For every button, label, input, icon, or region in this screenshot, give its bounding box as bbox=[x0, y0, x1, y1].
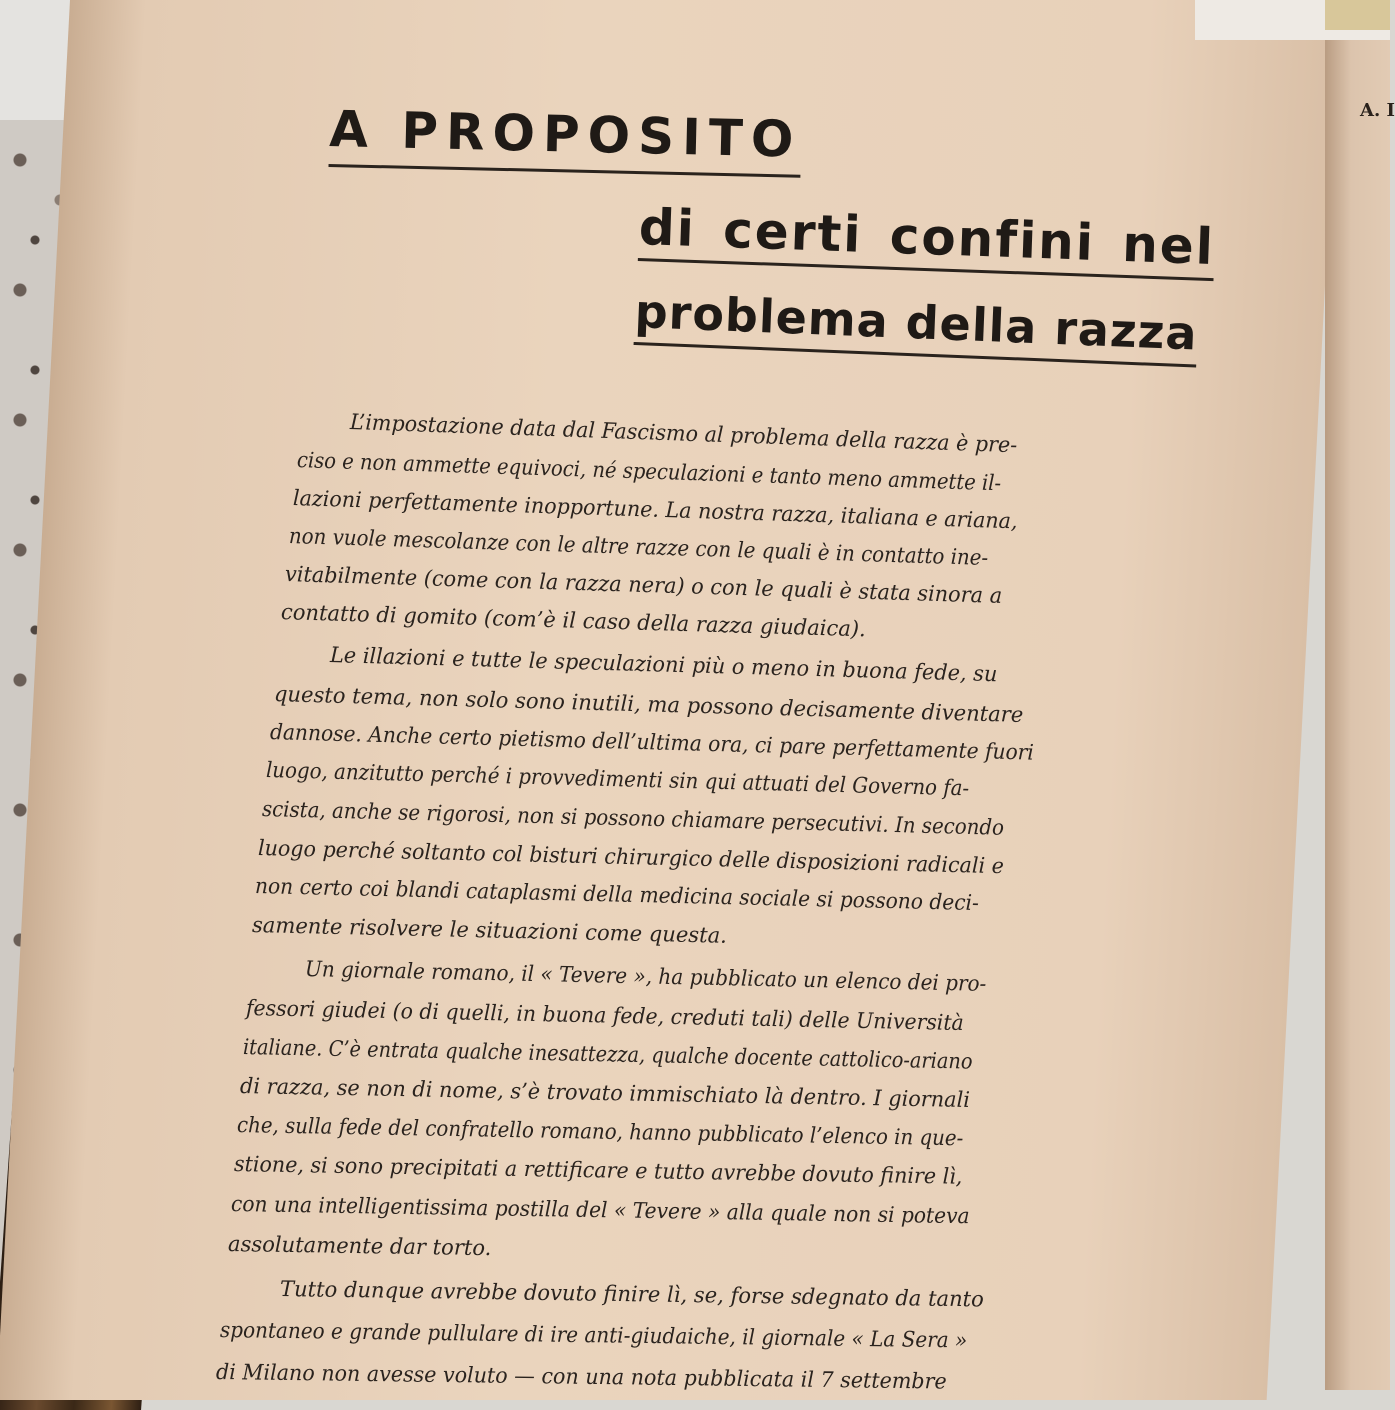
text-line: scista, anche se rigorosi, non si possono chiamare persecutivi. In secondo bbox=[261, 797, 1005, 841]
text-line: ciso e non ammette equivoci, né speculazioni e tanto meno ammette il- bbox=[296, 448, 1002, 497]
title-line-1: A PROPOSITO bbox=[328, 100, 802, 178]
text-line: italiane. C’è entrata qualche inesattezza, qualche docente cattolico-ariano bbox=[242, 1035, 973, 1075]
text-line: stione, si sono precipitati a rettificare e tutto avrebbe dovuto finire lì, bbox=[233, 1152, 963, 1190]
text-line: assolutamente dar torto. bbox=[227, 1232, 492, 1262]
text-line: vitabilmente (come con la razza nera) o con le quali è stata sinora a bbox=[284, 562, 1003, 609]
title-line-3: problema della razza bbox=[634, 284, 1199, 368]
text-line: di Milano non avesse voluto — con una nota pubblicata il 7 settembre bbox=[215, 1360, 947, 1395]
text-line: L’impostazione data dal Fascismo al problema della razza è pre- bbox=[349, 410, 1018, 459]
title-line-2: di certi confini nel bbox=[638, 198, 1216, 281]
text-line: luogo, anzitutto perché i provvedimenti sin qui attuati del Governo fa- bbox=[265, 758, 970, 802]
text-line: dannose. Anche certo pietismo dell’ultima ora, ci pare perfettamente fuori bbox=[269, 720, 1035, 766]
text-line: contatto di gomito (com’è il caso della razza giudaica). bbox=[280, 600, 867, 643]
text-line: Un giornale romano, il « Tevere », ha pubblicato un elenco dei pro- bbox=[304, 957, 987, 997]
text-line: di razza, se non di nome, s’è trovato immischiato là dentro. I giornali bbox=[239, 1074, 971, 1114]
text-line: non certo coi blandi cataplasmi della medicina sociale si possono deci- bbox=[254, 874, 980, 917]
text-line: con una intelligentissima postilla del « Tevere » alla quale non si poteva bbox=[230, 1192, 970, 1230]
text-line: questo tema, non solo sono inutili, ma possono decisamente diventare bbox=[273, 682, 1024, 728]
text-line: luogo perché soltanto col bisturi chirurgico delle disposizioni radicali e bbox=[257, 836, 1005, 880]
running-head: A. I bbox=[1360, 100, 1395, 121]
text-line: fessori giudei (o di quelli, in buona fede, creduti tali) delle Università bbox=[245, 996, 964, 1037]
text-line: spontaneo e grande pullulare di ire anti-giudaiche, il giornale « La Sera » bbox=[219, 1318, 968, 1354]
text-line: lazioni perfettamente inopportune. La nostra razza, italiana e ariana, bbox=[292, 486, 1018, 535]
text-line: che, sulla fede del confratello romano, hanno pubblicato l’elenco in que- bbox=[236, 1113, 964, 1152]
text-line: samente risolvere le situazioni come questa. bbox=[251, 913, 728, 949]
text-line: Tutto dunque avrebbe dovuto finire lì, se, forse sdegnato da tanto bbox=[279, 1277, 984, 1313]
text-line: Le illazioni e tutte le speculazioni più o meno in buona fede, su bbox=[329, 643, 998, 688]
text-line: non vuole mescolanze con le altre razze con le quali è in contatto ine- bbox=[288, 524, 989, 571]
